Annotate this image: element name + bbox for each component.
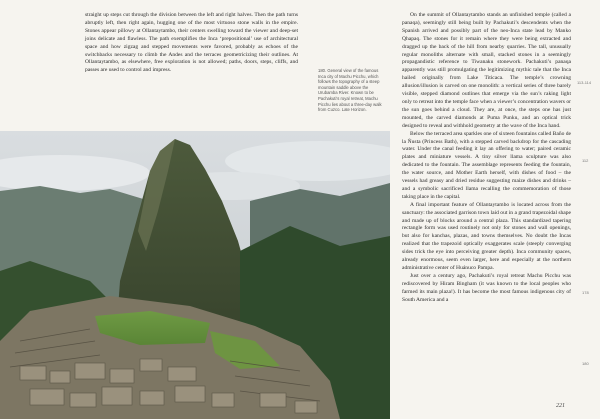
right-paragraph-4: Just over a century ago, Pachakuti’s royal retreat Machu Picchu was rediscovered by Hiram Bingham (it was known to the local peoples who farmed its main plaza!). It has become the most famous indigenous city of South America and a bbox=[402, 272, 571, 303]
right-paragraph-2: Below the terraced area sparkles one of sixteen fountains called Baño de la Ñusta (Princess Bath), with a stepped carved backdrop for the cascading water. Under the canal feeding it lay an offering to water; paired ceramic plates and miniature vessels. A tiny silver llama sculpture was also dedicated to the fountain. The assemblage represents feeding the fountain, the water source, and Mother Earth herself, with dishes of food – the vessels had greasy and dried residue suggesting maize dishes and drinks – and a symbolic sacrificed llama recalling the commemoration of those taking place in the capital. bbox=[402, 130, 571, 200]
right-paragraph-3: A final important feature of Ollantaytambo is located across from the sanctuary: the associated garrison town laid out in a grand trapezoidal shape and made up of blocks around a central plaza. This standardized tapering rectangle form was used routinely not only for stones and wall openings, but also for kanchas, plazas, and towns themselves. No doubt the Incas realized that the trapezoid optically exaggerates scale (steeply converging sides trick the eye into perceiving greater depth). Inca community spaces, already enormous, seem even larger, here and especially at the northern administrative center of Huánuco Pampa. bbox=[402, 201, 571, 271]
figure-caption: 180. General view of the famous Inca city of Machu Picchu, which follows the topography of a steep mountain saddle above the Urubamba River. Known to be Pachakuti’s royal retreat, Machu Picchu lies about a three-day walk from Cuzco. Late Horizon. bbox=[318, 68, 382, 113]
right-text-column bbox=[402, 12, 571, 305]
margin-number: 178 bbox=[582, 290, 589, 295]
machu-picchu-photo bbox=[0, 131, 390, 419]
right-paragraph-1: On the summit of Ollantaytambo stands an unfinished temple (called a panaqa), seemingly still being built by Pachakuti’s descendents when the Spanish arrived and possibly part of the neo-Inca state lead by Manko Qhapaq. The stones for it remain where they were being extracted and dragged up the back of the hill from nearby quarries. The tall, unusually regular monoliths alternate with small, stacked stones in a seemingly propagandistic reference to Tiwanaku stonework. Pachakuti’s panaqa apparently was still promulgating the legitimizing mythic tale that the Inca hailed originally from Lake Titicaca. The temple’s crowning allusion/illusion is carved on one monolith: a vertical series of three barely visible, stepped diamond outlines that emerge via the sun’s raking light only to retreat into the temple face when a viewer’s concentration wavers or the sun goes behind a cloud. They are, at once, the steps one has just mounted, the carved diamonds at Puma Punku, and an optical trick designed to reveal and withhold geometry at the wave of the Inca hand. bbox=[402, 12, 571, 129]
left-paragraph: straight up steps cut through the division between the left and right halves. Then the path turns abruptly left, then right again, hugging one of the most virtuoso stone walls in the empire. Stones appear pillowy at Ollantaytambo, their centers swelling toward the viewer and deep-set joins delicate and flawless. The path exemplifies the Inca ‘prepositional’ use of architectural space and how zigzag and stepped movements were favored, probably as echoes of the switchbacks necessary to climb the Andes and the terraces geometricizing their outlines. At Ollantaytambo, as elsewhere, free exploration is not allowed; paths, doors, steps, cliffs, and passes are used to control and impress. bbox=[85, 12, 298, 74]
left-text-column bbox=[85, 12, 298, 75]
margin-number: 113-114 bbox=[577, 80, 592, 85]
margin-number: 112 bbox=[582, 158, 589, 163]
page-number: 221 bbox=[556, 403, 565, 409]
margin-number: 180 bbox=[582, 361, 589, 366]
